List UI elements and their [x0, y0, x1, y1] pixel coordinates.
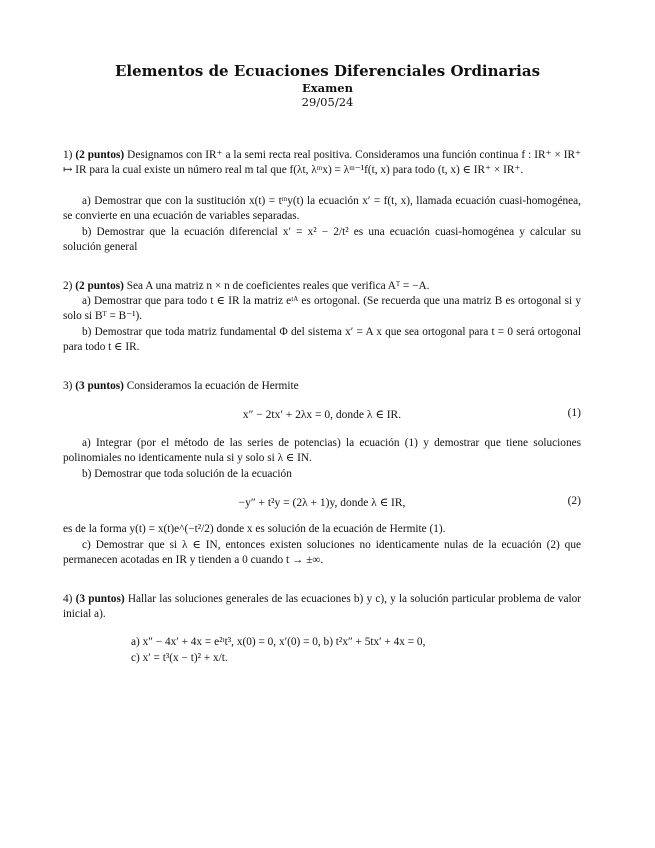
- q1-points: (2 puntos): [75, 149, 125, 161]
- q1-part-b: b) Demostrar que la ecuación diferencial x′ = x² − 2/t² es una ecuación cuasi-homogénea y calcular su solución general: [63, 226, 581, 254]
- q3-intro-text: Consideramos la ecuación de Hermite: [126, 380, 299, 392]
- q3-part-b: b) Demostrar que toda solución de la ecuación: [82, 468, 292, 480]
- q2-part-b: b) Demostrar que toda matriz fundamental Φ del sistema x′ = A x que sea ortogonal para t = 0 será ortogonal para todo t ∈ IR.: [63, 326, 581, 354]
- q4-points: (3 puntos): [75, 593, 125, 605]
- q2-points: (2 puntos): [75, 280, 124, 292]
- q2-part-a: a) Demostrar que para todo t ∈ IR la matriz eᵗᴬ es ortogonal. (Se recuerda que una matriz B es ortogonal si y solo si Bᵀ = B⁻¹).: [63, 295, 581, 323]
- q3-intro: [63, 379, 581, 394]
- exam-subtitle: Examen: [302, 81, 353, 95]
- q4-line-2: c) x′ = t³(x − t)² + x/t.: [131, 652, 228, 664]
- q1-number: 1): [63, 149, 73, 161]
- equation-1-number: (1): [567, 407, 581, 419]
- q1-intro: [63, 148, 581, 179]
- exam-date: 29/05/24: [301, 95, 354, 109]
- q3-after: es de la forma y(t) = x(t)e^(−t²/2) donde x es solución de la ecuación de Hermite (1).: [63, 523, 446, 535]
- q3-part-a: a) Integrar (por el método de las series de potencias) la ecuación (1) y demostrar que tiene soluciones polinomiales no identicamente nula si y solo si λ ∈ IN.: [63, 437, 581, 465]
- q2-number: 2): [63, 280, 73, 292]
- q3-points: (3 puntos): [75, 380, 124, 392]
- equation-2-number: (2): [567, 495, 581, 507]
- q4-number: 4): [63, 593, 73, 605]
- equation-2-body: −y″ + t²y = (2λ + 1)y, donde λ ∈ IR,: [238, 497, 406, 509]
- q4-intro: [63, 592, 581, 623]
- q2-intro-text: Sea A una matriz n × n de coeficientes reales que verifica Aᵀ = −A.: [126, 280, 430, 292]
- q2-intro: [63, 279, 581, 294]
- q3-number: 3): [63, 380, 73, 392]
- exam-title: Elementos de Ecuaciones Diferenciales Ordinarias: [114, 62, 541, 80]
- q4-line-1: a) x″ − 4x′ + 4x = e²ᵗt³, x(0) = 0, x′(0) = 0, b) t²x″ + 5tx′ + 4x = 0,: [131, 636, 426, 648]
- equation-1-body: x″ − 2tx′ + 2λx = 0, donde λ ∈ IR.: [242, 409, 402, 421]
- q1-intro-text: Designamos con IR⁺ a la semi recta real positiva. Consideramos una función continua f : IR⁺ × IR⁺ ↦ IR para la cual existe un número real m tal que f(λt, λᵐx) = λᵐ⁻¹f(t, x) para todo (t, x) ∈ IR⁺ × IR⁺.: [63, 149, 582, 177]
- q3-part-c: c) Demostrar que si λ ∈ IN, entonces existen soluciones no identicamente nulas de la ecuación (2) que permanecen acotadas en IR y tienden a 0 cuando t → ±∞.: [63, 539, 581, 567]
- q4-intro-text: Hallar las soluciones generales de las ecuaciones b) y c), y la solución particular problema de valor inicial a).: [63, 593, 582, 621]
- q1-part-a: a) Demostrar que con la sustitución x(t) = tᵐy(t) la ecuación x′ = f(t, x), llamada ecuación cuasi-homogénea, se convierte en una ecuación de variables separadas.: [63, 195, 581, 223]
